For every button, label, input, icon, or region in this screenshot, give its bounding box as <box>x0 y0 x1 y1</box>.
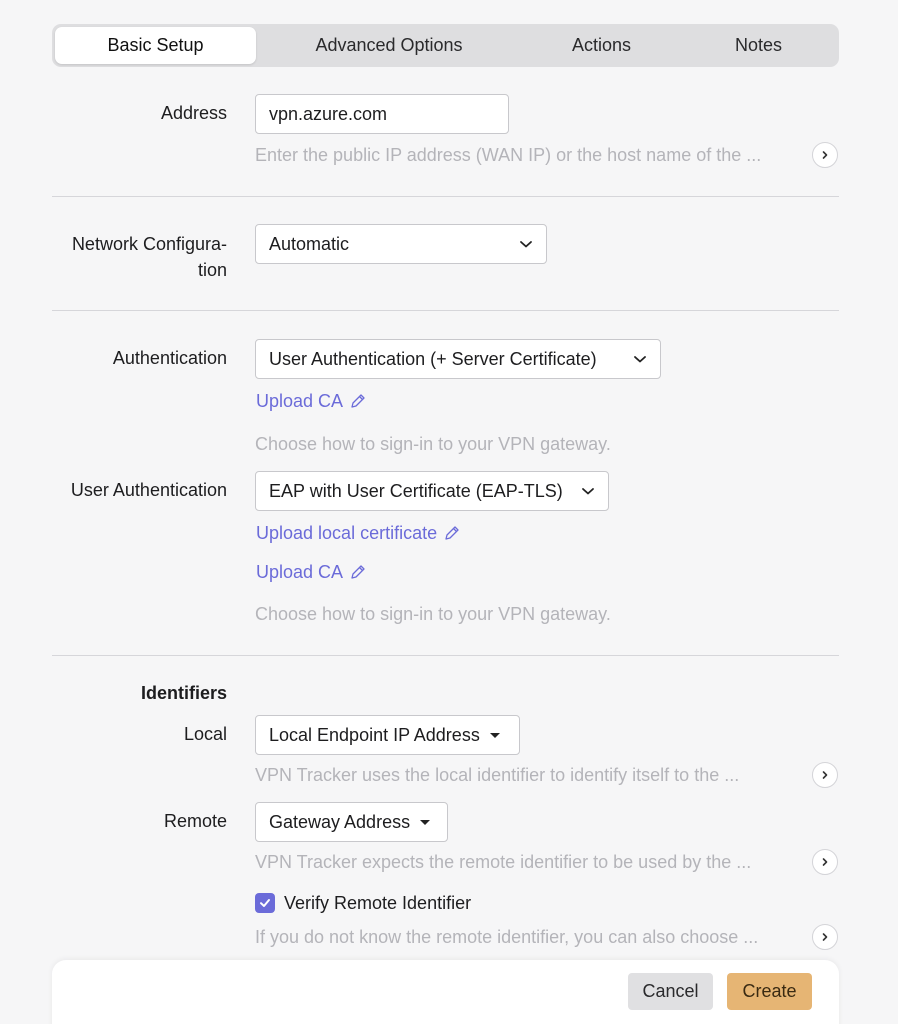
upload-ca-label: Upload CA <box>256 391 344 411</box>
network-label-line2: tion <box>197 260 227 280</box>
tab-notes[interactable]: Notes <box>734 35 783 55</box>
user-authentication-select[interactable] <box>255 471 609 511</box>
footer-bar <box>52 960 839 1024</box>
remote-identifier-more-button[interactable] <box>812 849 838 875</box>
network-configuration-select[interactable] <box>255 224 547 264</box>
remote-identifier-select[interactable] <box>255 802 448 842</box>
chevron-right-icon <box>820 932 830 942</box>
chevron-right-icon <box>820 150 830 160</box>
identifiers-heading: Identifiers <box>140 683 227 703</box>
network-label-line1: Network Configura- <box>71 234 227 254</box>
upload-local-certificate-label: Upload local certificate <box>256 523 438 543</box>
verify-remote-identifier-checkbox[interactable] <box>255 893 275 913</box>
local-identifier-more-button[interactable] <box>812 762 838 788</box>
network-configuration-value: Automatic <box>269 233 350 254</box>
remote-identifier-hint: VPN Tracker expects the remote identifier to be used by the ... <box>255 852 752 872</box>
checkmark-icon <box>258 896 272 910</box>
chevron-down-icon <box>581 484 595 498</box>
divider <box>52 655 839 656</box>
pencil-icon <box>349 563 367 581</box>
local-identifier-hint: VPN Tracker uses the local identifier to identify itself to the ... <box>255 765 740 785</box>
local-identifier-select[interactable] <box>255 715 520 755</box>
network-configuration-label <box>72 231 227 283</box>
address-label: Address <box>160 103 227 123</box>
caret-down-icon <box>420 820 430 825</box>
authentication-label: Authentication <box>112 348 227 368</box>
upload-local-certificate-link[interactable] <box>256 521 461 545</box>
address-input[interactable] <box>255 94 509 134</box>
chevron-right-icon <box>820 770 830 780</box>
divider <box>52 196 839 197</box>
user-authentication-label: User Authentication <box>70 480 227 500</box>
user-authentication-hint: Choose how to sign-in to your VPN gateway. <box>255 604 611 624</box>
chevron-down-icon <box>633 352 647 366</box>
upload-ca-link[interactable] <box>256 389 367 413</box>
tab-actions[interactable]: Actions <box>571 35 632 55</box>
create-button[interactable]: Create <box>727 973 812 1010</box>
verify-remote-identifier-more-button[interactable] <box>812 924 838 950</box>
chevron-right-icon <box>820 857 830 867</box>
chevron-down-icon <box>519 237 533 251</box>
caret-down-icon <box>490 733 500 738</box>
address-value: vpn.azure.com <box>269 103 388 124</box>
tab-basic-setup[interactable]: Basic Setup <box>55 27 256 64</box>
pencil-icon <box>349 392 367 410</box>
tab-bar <box>52 24 839 67</box>
authentication-value: User Authentication (+ Server Certificate) <box>269 348 597 369</box>
verify-remote-identifier-label[interactable]: Verify Remote Identifier <box>284 893 472 913</box>
authentication-select[interactable] <box>255 339 661 379</box>
address-more-button[interactable] <box>812 142 838 168</box>
pencil-icon <box>443 524 461 542</box>
remote-identifier-value: Gateway Address <box>269 811 411 832</box>
local-identifier-label: Local <box>183 724 227 744</box>
address-hint: Enter the public IP address (WAN IP) or the host name of the ... <box>255 145 762 165</box>
upload-ca-link[interactable] <box>256 560 367 584</box>
upload-ca-label: Upload CA <box>256 562 344 582</box>
tab-advanced-options[interactable]: Advanced Options <box>315 35 463 55</box>
verify-remote-identifier-hint: If you do not know the remote identifier, you can also choose ... <box>255 927 759 947</box>
divider <box>52 310 839 311</box>
cancel-button[interactable]: Cancel <box>628 973 713 1010</box>
local-identifier-value: Local Endpoint IP Address <box>269 724 480 745</box>
user-authentication-value: EAP with User Certificate (EAP-TLS) <box>269 480 563 501</box>
remote-identifier-label: Remote <box>163 811 227 831</box>
authentication-hint: Choose how to sign-in to your VPN gateway. <box>255 434 611 454</box>
